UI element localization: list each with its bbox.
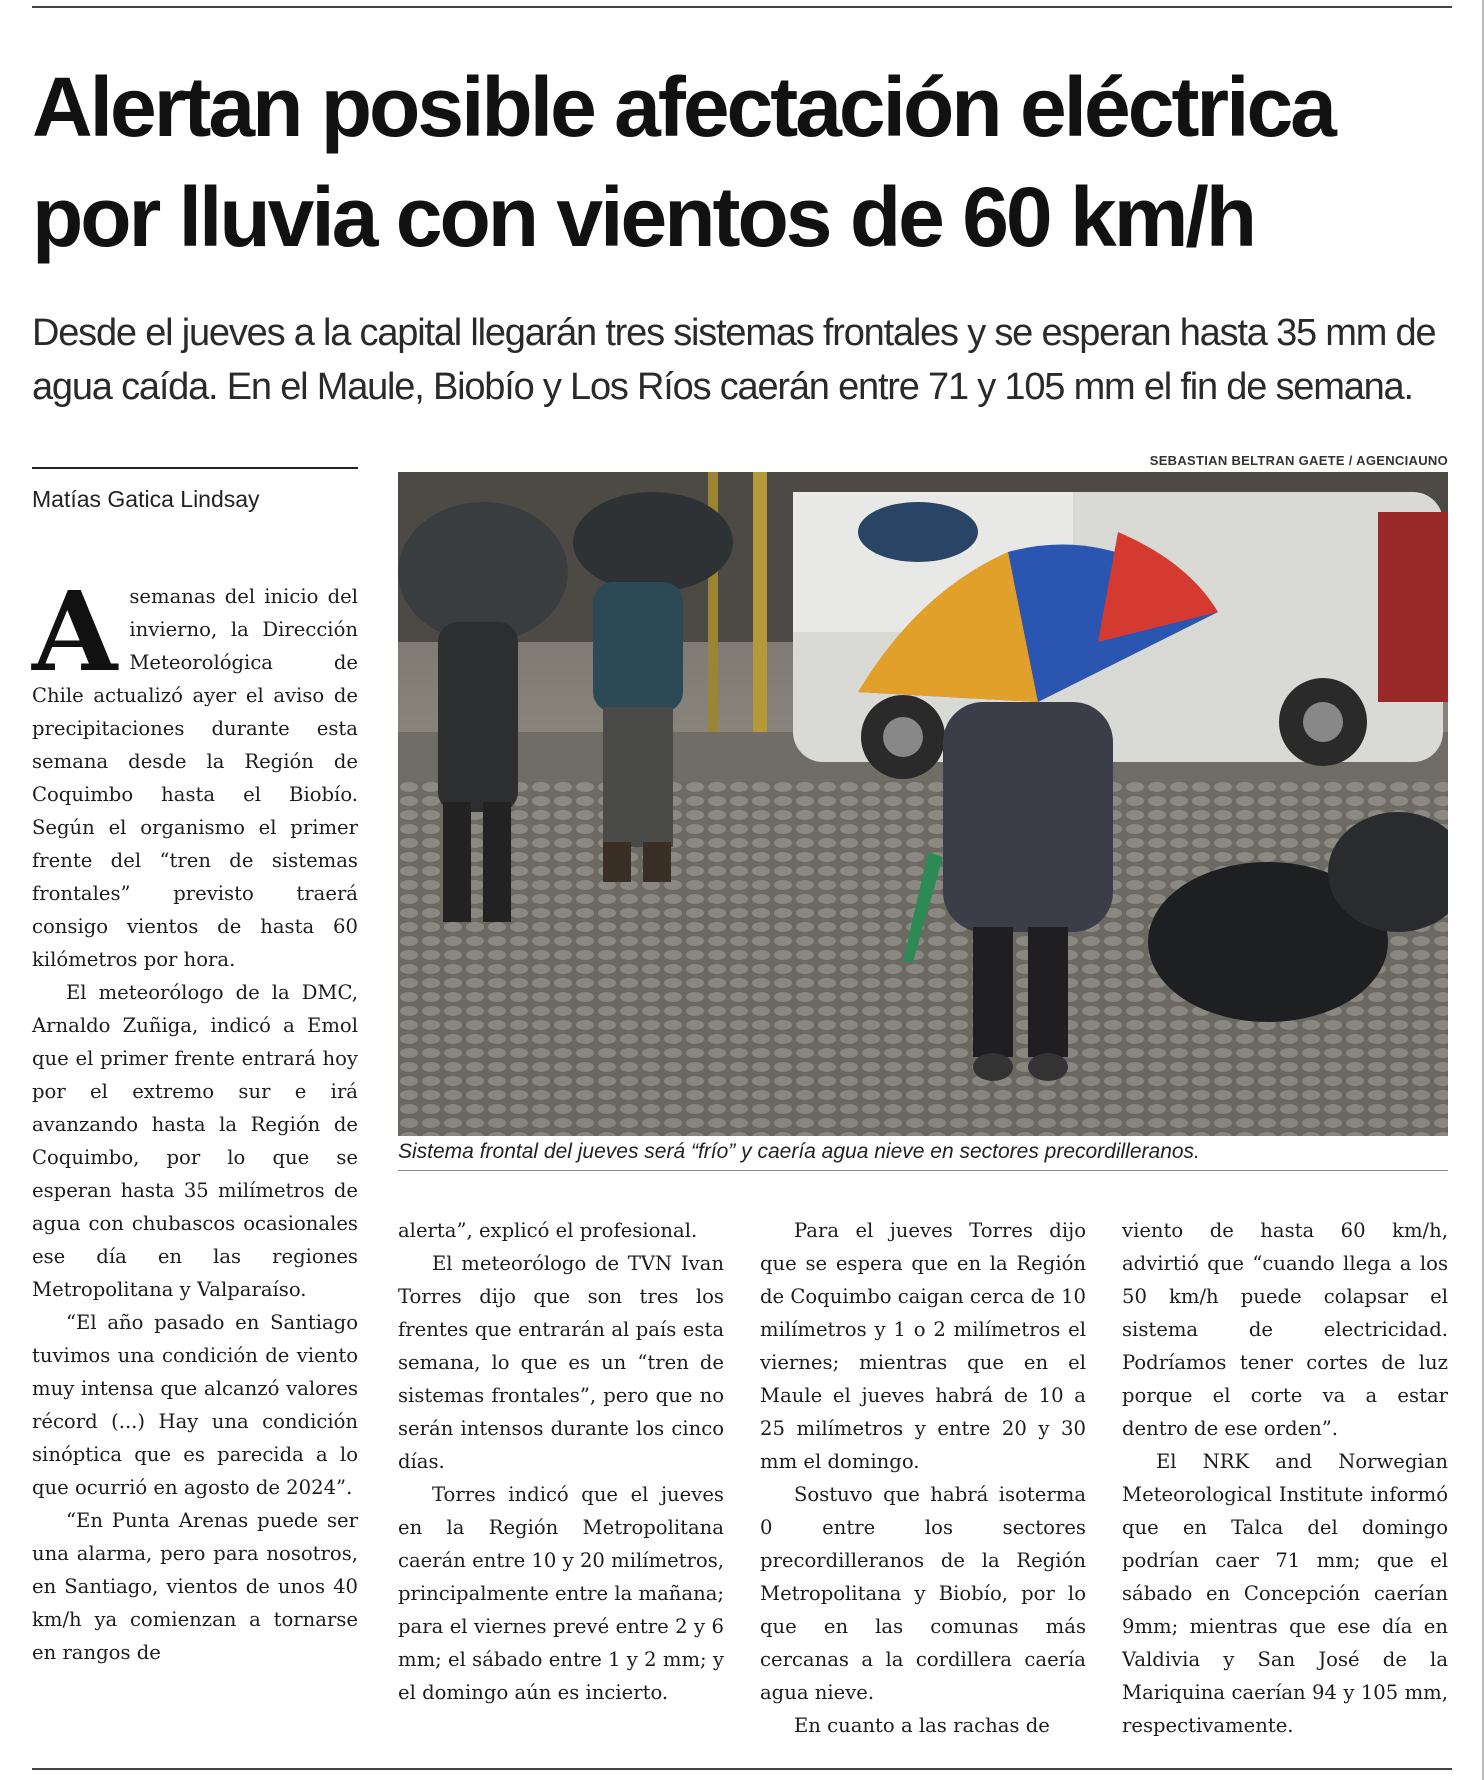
paragraph: Torres indicó que el jueves en la Región Metropolitana caerán entre 10 y 20 milímetros, principalmente entre la mañana; para el viernes prevé entre 2 y 6 mm; el sábado entre 1 y 2 mm; y el domingo aún es incierto. [398,1483,724,1704]
headline: Alertan posible afectación eléctrica por lluvia con vientos de 60 km/h [32,60,1334,264]
byline-rule [32,467,358,469]
photo-caption: Sistema frontal del jueves será “frío” y caería agua nieve en sectores precordilleranos. [398,1140,1200,1163]
paragraph: En cuanto a las rachas de [794,1714,1050,1737]
byline: Matías Gatica Lindsay [32,486,260,512]
paragraph-continued: alerta”, explicó el profesional. [398,1219,698,1242]
paragraph: “El año pasado en Santiago tuvimos una condición de viento muy intensa que alcanzó valores récord (...) Hay una condición sinóptica que es parecida a lo que ocurrió en agosto de 2024”. [32,1311,358,1499]
deck-subtitle: Desde el jueves a la capital llegarán tres sistemas frontales y se esperan hasta 35 mm de agua caída. En el Maule, Biobío y Los Ríos caerán entre 71 y 105 mm el fin de semana. [32,312,1436,408]
drop-cap: A [32,567,118,696]
top-rule [32,6,1452,8]
paragraph: Para el jueves Torres dijo que se espera que en la Región de Coquimbo caigan cerca de 10 milímetros y 1 o 2 milímetros el viernes; mientras que en el Maule el jueves habrá de 10 a 25 milímetros y entre 20 y 30 mm el domingo. [760,1219,1086,1473]
column-4 [1122,1214,1448,1742]
column-3 [760,1214,1086,1742]
column-1 [32,567,358,1669]
paragraph: “En Punta Arenas puede ser una alarma, pero para nosotros, en Santiago, vientos de unos 40 km/h ya comienzan a tornarse en rangos de [32,1509,358,1664]
rain-street-illustration [398,472,1448,1136]
article-photo [398,472,1448,1136]
paragraph: Sostuvo que habrá isoterma 0 entre los sectores precordilleranos de la Región Metropolitana y Biobío, por lo que en las comunas más cercanas a la cordillera caería agua nieve. [760,1483,1086,1704]
lead-text: semanas del inicio del invierno, la Dirección Meteorológica de Chile actualizó ayer el aviso de precipitaciones durante esta semana desde la Región de Coquimbo hasta el Biobío. Según el organismo el primer frente del “tren de sistemas frontales” previsto traerá consigo vientos de hasta 60 kilómetros por hora. [32,585,358,971]
paragraph: El meteorólogo de TVN Ivan Torres dijo que son tres los frentes que entrarán al país esta semana, lo que es un “tren de sistemas frontales”, pero que no serán intensos durante los cinco días. [398,1252,724,1473]
paragraph: El NRK and Norwegian Meteorological Institute informó que en Talca del domingo podrían caer 71 mm; que el sábado en Concepción caerían 9mm; mientras que ese día en Valdivia y San José de la Mariquina caerían 94 y 105 mm, respectivamente. [1122,1450,1448,1737]
caption-rule [398,1170,1448,1171]
bottom-rule [32,1768,1452,1770]
paragraph: El meteorólogo de la DMC, Arnaldo Zuñiga, indicó a Emol que el primer frente entrará hoy por el extremo sur e irá avanzando hasta la Región de Coquimbo, por lo que se esperan hasta 35 milímetros de agua con chubascos ocasionales ese día en las regiones Metropolitana y Valparaíso. [32,981,358,1301]
photo-credit: SEBASTIAN BELTRAN GAETE / AGENCIAUNO [1149,453,1448,468]
column-2 [398,1214,724,1709]
paragraph-continued: viento de hasta 60 km/h, advirtió que “cuando llega a los 50 km/h puede colapsar el sistema de electricidad. Podríamos tener cortes de luz porque el corte va a estar dentro de ese orden”. [1122,1219,1448,1440]
lead-paragraph [32,567,358,976]
